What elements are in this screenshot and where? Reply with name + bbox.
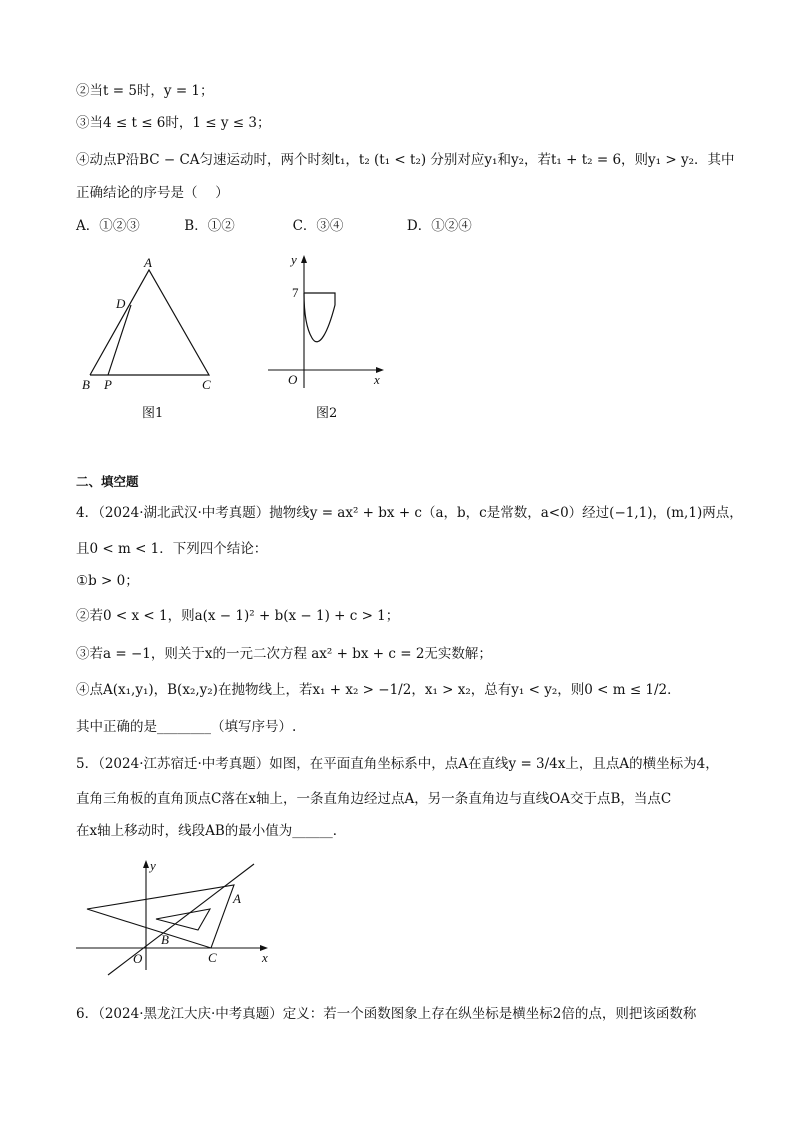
q3-condition-3: ③当4 ≤ t ≤ 6时，1 ≤ y ≤ 3； — [76, 115, 271, 131]
y-axis-arrow — [143, 860, 149, 868]
section-title: 二、填空题 — [76, 474, 139, 489]
q3-condition-4: ④动点P沿BC − CA匀速运动时，两个时刻t₁，t₂ (t₁ < t₂) 分别对应y₁和y₂，若t₁ + t₂ = 6，则y₁ > y₂．其中 — [76, 152, 735, 168]
q4-conclusion-2: ②若0 < x < 1，则a(x − 1)² + b(x − 1) + c > 1； — [76, 608, 400, 624]
label-x: x — [374, 372, 380, 387]
option-d: D．①②④ — [406, 218, 472, 234]
label-b: B — [161, 932, 169, 947]
label-x: x — [262, 950, 268, 965]
label-b: B — [82, 377, 90, 392]
label-a: A — [233, 891, 241, 906]
label-c: C — [208, 950, 217, 965]
option-a: A．①②③ — [76, 218, 140, 234]
label-y: y — [291, 252, 297, 267]
q4-conclusion-4: ④点A(x₁,y₁)，B(x₂,y₂)在抛物线上，若x₁ + x₂ > −1/2，x₁ > x₂，总有y₁ < y₂，则0 < m ≤ 1/2． — [76, 682, 681, 698]
option-b: B．①② — [184, 218, 235, 234]
option-c: C．③④ — [292, 218, 344, 234]
q3-condition-2: ②当t = 5时，y = 1； — [76, 83, 214, 99]
label-o: O — [288, 372, 298, 387]
label-a: A — [144, 255, 152, 270]
q4-line-1: 4．（2024·湖北武汉·中考真题）抛物线y = ax² + bx + c（a，b，c是常数，a<0）经过(−1,1)，(m,1)两点， — [76, 505, 743, 521]
y-axis-arrow — [301, 255, 307, 263]
figure-1-caption: 图1 — [142, 406, 164, 421]
triangle-abc — [90, 270, 209, 375]
label-seven: 7 — [292, 285, 299, 300]
figure-2-graph — [262, 250, 392, 395]
line-oa — [108, 864, 254, 975]
q4-conclusion-3: ③若a = −1，则关于x的一元二次方程 ax² + bx + c = 2无实数解； — [76, 646, 492, 662]
q5-line-3: 在x轴上移动时，线段AB的最小值为______． — [76, 823, 347, 839]
q3-prompt: 正确结论的序号是（ ） — [76, 185, 229, 201]
segment-dp — [108, 305, 131, 375]
label-c: C — [202, 377, 211, 392]
figure-q5-coordinate — [70, 852, 285, 977]
q4-conclusion-1: ①b > 0； — [76, 573, 139, 589]
q3-options — [76, 217, 472, 235]
curve — [304, 293, 335, 342]
q5-line-1: 5．（2024·江苏宿迁·中考真题）如图，在平面直角坐标系中，点A在直线y = 3/4x上，且点A的横坐标为4， — [76, 756, 719, 772]
q6-line-1: 6．（2024·黑龙江大庆·中考真题）定义：若一个函数图象上存在纵坐标是横坐标2倍的点，则把该函数称 — [76, 1006, 697, 1022]
q5-line-2: 直角三角板的直角顶点C落在x轴上，一条直角边经过点A，另一条直角边与直线OA交于点B，当点C — [76, 791, 672, 807]
figure-2-caption: 图2 — [316, 406, 338, 421]
q4-line-2: 且0 < m < 1．下列四个结论： — [76, 541, 268, 557]
figure-1-triangle — [76, 250, 226, 395]
q4-answer-prompt: 其中正确的是________（填写序号）. — [76, 719, 297, 735]
label-o: O — [133, 951, 143, 966]
label-y: y — [150, 858, 156, 873]
label-d: D — [116, 296, 126, 311]
label-p: P — [104, 377, 112, 392]
set-square-inner — [156, 909, 210, 930]
